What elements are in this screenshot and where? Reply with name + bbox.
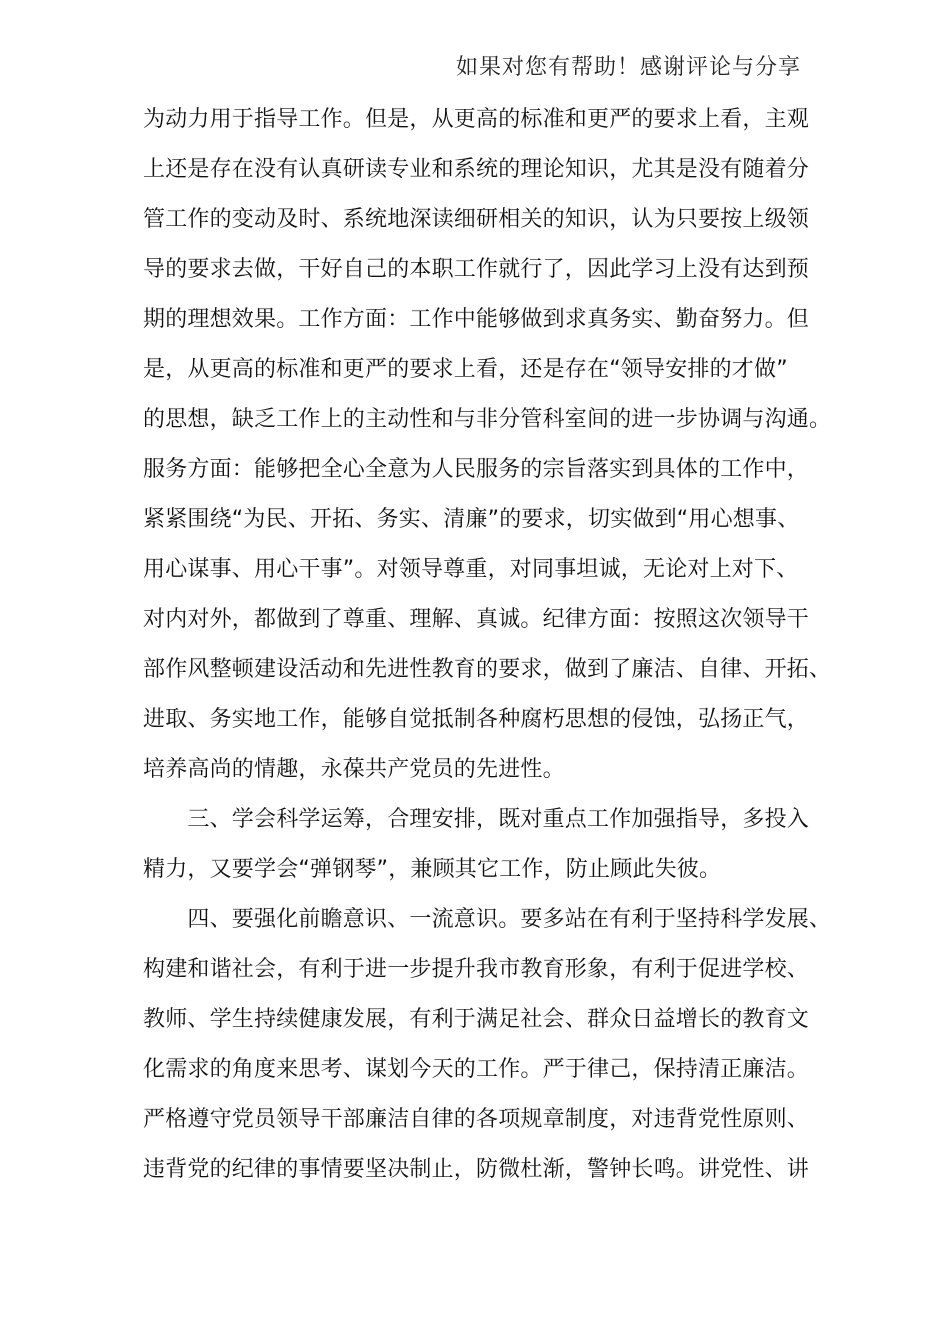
text-line: 四、要强化前瞻意识、一流意识。要多站在有利于坚持科学发展、 xyxy=(143,907,832,932)
text-line: 管工作的变动及时、系统地深读细研相关的知识，认为只要按上级领 xyxy=(143,207,810,232)
text-line: 为动力用于指导工作。但是，从更高的标准和更严的要求上看，主观 xyxy=(143,107,810,132)
text-line: 严格遵守党员领导干部廉洁自律的各项规章制度，对违背党性原则、 xyxy=(143,1107,810,1132)
text-line: 化需求的角度来思考、谋划今天的工作。严于律己，保持清正廉洁。 xyxy=(143,1057,810,1082)
text-line: 期的理想效果。工作方面：工作中能够做到求真务实、勤奋努力。但 xyxy=(143,307,810,332)
text-line: 导的要求去做，干好自己的本职工作就行了，因此学习上没有达到预 xyxy=(143,257,810,282)
page-header: 如果对您有帮助！感谢评论与分享 xyxy=(456,55,802,80)
text-line: 服务方面：能够把全心全意为人民服务的宗旨落实到具体的工作中， xyxy=(143,457,810,482)
text-line: 上还是存在没有认真研读专业和系统的理论知识，尤其是没有随着分 xyxy=(143,157,810,182)
text-line: 精力，又要学会“弹钢琴”，兼顾其它工作，防止顾此失彼。 xyxy=(143,857,722,882)
body-text xyxy=(143,95,832,1195)
text-line: 的思想，缺乏工作上的主动性和与非分管科室间的进一步协调与沟通。 xyxy=(143,407,832,432)
text-line: 构建和谐社会，有利于进一步提升我市教育形象，有利于促进学校、 xyxy=(143,957,810,982)
text-line: 进取、务实地工作，能够自觉抵制各种腐朽思想的侵蚀，弘扬正气， xyxy=(143,707,810,732)
text-line: 三、学会科学运筹，合理安排，既对重点工作加强指导，多投入 xyxy=(143,807,810,832)
text-line: 紧紧围绕“为民、开拓、务实、清廉”的要求，切实做到“用心想事、 xyxy=(143,507,800,532)
text-line: 违背党的纪律的事情要坚决制止，防微杜渐，警钟长鸣。讲党性、讲 xyxy=(143,1157,810,1182)
text-line: 用心谋事、用心干事”。对领导尊重，对同事坦诚，无论对上对下、 xyxy=(143,557,799,582)
text-line: 教师、学生持续健康发展，有利于满足社会、群众日益增长的教育文 xyxy=(143,1007,810,1032)
text-line: 培养高尚的情趣，永葆共产党员的先进性。 xyxy=(143,757,565,782)
text-line: 部作风整顿建设活动和先进性教育的要求，做到了廉洁、自律、开拓、 xyxy=(143,657,832,682)
text-line: 对内对外，都做到了尊重、理解、真诚。纪律方面：按照这次领导干 xyxy=(143,607,810,632)
text-line: 是，从更高的标准和更严的要求上看，还是存在“领导安排的才做” xyxy=(143,357,788,382)
